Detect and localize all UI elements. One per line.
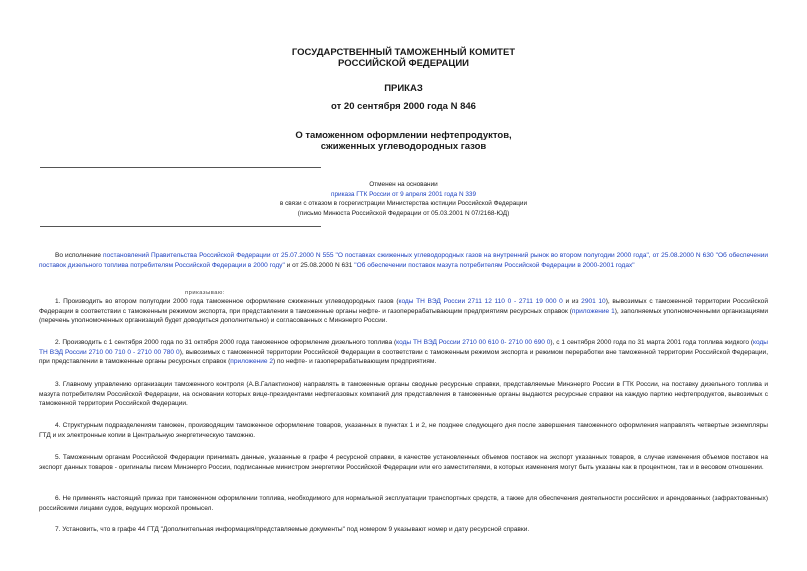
document-subject <box>0 130 807 152</box>
divider-top <box>40 167 321 168</box>
lpg-codes-link[interactable]: коды ТН ВЭД России 2711 12 110 0 - 2711 19 000 0 <box>398 298 563 305</box>
cancellation-note <box>0 180 807 218</box>
clause-4: 4. Структурным подразделениям таможен, производящим таможенное оформление товаров, указанных в пунктах 1 и 2, не позднее следующего дня после завершения таможенного оформления направлять четвертые экземпляры ГТД и их электронные копии в Центральную энергетическую таможню. <box>39 422 768 439</box>
clause-7: 7. Установить, что в графе 44 ГТД "Дополнительная информация/представляемые документы" под номером 9 указывают номер и дату ресурсной справки. <box>55 526 530 533</box>
issuing-authority <box>0 47 807 69</box>
clause-3: 3. Главному управлению организации таможенного контроля (А.В.Галактионов) направлять в таможенные органы сводные ресурсные справки, представляемые Минэнерго России в ГТК России, на поставку дизельного топлива и мазута потребителям Российской Федерации, на основании которых вице-президентами нефтегазовых компаний для представления в таможенные органы выдаются ресурсные справки на каждую партию нефтепродуктов, вывозимых с таможенной территории Российской Федерации. <box>39 381 768 408</box>
code-2901-link[interactable]: 2901 10 <box>581 298 606 305</box>
government-resolutions-link[interactable]: постановлений Правительства Российской Федерации от 25.07.2000 N 555 "О поставках сжиженных углеводородных газов на внутренний рынок во втором полугодии 2000 года", от 25.08.2000 N 630 "Об обеспечении поставок дизельного топлива потребителям Российской Федерации в 2000 году" <box>39 252 769 269</box>
clause-2: 2. Производить с 1 сентября 2000 года по 31 октября 2000 года таможенное оформление дизельного топлива (коды ТН ВЭД России 2710 00 610 0- 2710 00 690 0), с 1 сентября 2000 года по 31 марта 2001 года топлива жидкого (коды ТН ВЭД России 2710 00 710 0 - 2710 00 780 0), вывозимых с таможенной территории Российской Федерации в соответствии с таможенным режимом экспорта и режимом переработки вне таможенной территории Российской Федерации, при представлении в таможенные органы ресурсных справок (приложение 2) по нефте- и газоперерабатывающим предприятиям. <box>39 339 769 366</box>
cancellation-line-3: в связи с отказом в госрегистрации Министерства юстиции Российской Федерации <box>279 200 528 207</box>
appendix-2-link[interactable]: приложение 2 <box>230 358 273 366</box>
cancellation-line-4: (письмо Минюста Российской Федерации от 05.03.2001 N 07/2168-ЮД) <box>297 209 510 217</box>
document-type: ПРИКАЗ <box>384 83 423 94</box>
appendix-1-link[interactable]: приложение 1 <box>571 307 615 315</box>
subject-line-1: О таможенном оформлении нефтепродуктов, <box>295 130 512 141</box>
authority-line-2: РОССИЙСКОЙ ФЕДЕРАЦИИ <box>337 58 469 69</box>
cancellation-order-link[interactable]: приказа ГТК России от 9 апреля 2001 года N 339 <box>331 190 476 198</box>
clause-1: 1. Производить во втором полугодии 2000 года таможенное оформление сжиженных углеводородных газов (коды ТН ВЭД России 2711 12 110 0 - 2711 19 000 0 и из 2901 10), вывозимых с таможенной территории Российской Федерации в соответствии с таможенным режимом экспорта, при представлении в таможенные органы нефте- и газоперерабатывающим предприятиям ресурсных справок (приложение 1), заполняемых уполномоченными организациями (перечень уполномоченных организаций будет доводиться дополнительно) и согласованных с Минэнерго России. <box>39 298 768 325</box>
liquid-fuel-codes-link[interactable]: коды ТН ВЭД России 2710 00 710 0 - 2710 00 780 0 <box>39 339 768 356</box>
divider-bottom <box>40 226 321 227</box>
clause-5: 5. Таможенным органам Российской Федерации принимать данные, указанные в графе 4 ресурсной справки, в качестве установленных объемов поставок на экспорт указанных товаров, в случае изменения объемов поставок на экспорт данных товаров - оригиналы писем Минэнерго России, подписанные министром энергетики Российской Федерации или его заместителями, в которых изменения могут быть указаны как в процентном, так и в весовом отношении. <box>39 454 768 471</box>
cancellation-line-1: Отменен на основании <box>369 181 438 188</box>
document-date-number: от 20 сентября 2000 года N 846 <box>331 101 476 112</box>
authority-line-1: ГОСУДАРСТВЕННЫЙ ТАМОЖЕННЫЙ КОМИТЕТ <box>291 47 516 58</box>
fuel-oil-resolution-link[interactable]: "Об обеспечении поставок мазута потребителям Российской Федерации в 2000-2001 годах" <box>354 261 635 269</box>
subject-line-2: сжиженных углеводородных газов <box>320 141 487 152</box>
clause-6: 6. Не применять настоящий приказ при таможенном оформлении топлива, необходимого для нормальной эксплуатации транспортных средств, а также для обеспечения деятельности российских и арендованных (зафрахтованных) российскими лицами судов, ведущих морской промысел. <box>39 495 768 512</box>
preamble-paragraph: Во исполнение постановлений Правительства Российской Федерации от 25.07.2000 N 555 "О поставках сжиженных углеводородных газов на внутренний рынок во втором полугодии 2000 года", от 25.08.2000 N 630 "Об обеспечении поставок дизельного топлива потребителям Российской Федерации в 2000 году" и от 25.08.2000 N 631 "Об обеспечении поставок мазута потребителям Российской Федерации в 2000-2001 годах" <box>39 252 769 269</box>
diesel-codes-link[interactable]: коды ТН ВЭД России 2710 00 610 0- 2710 00 690 0 <box>396 339 551 346</box>
ordered-heading: приказываю: <box>185 290 225 296</box>
